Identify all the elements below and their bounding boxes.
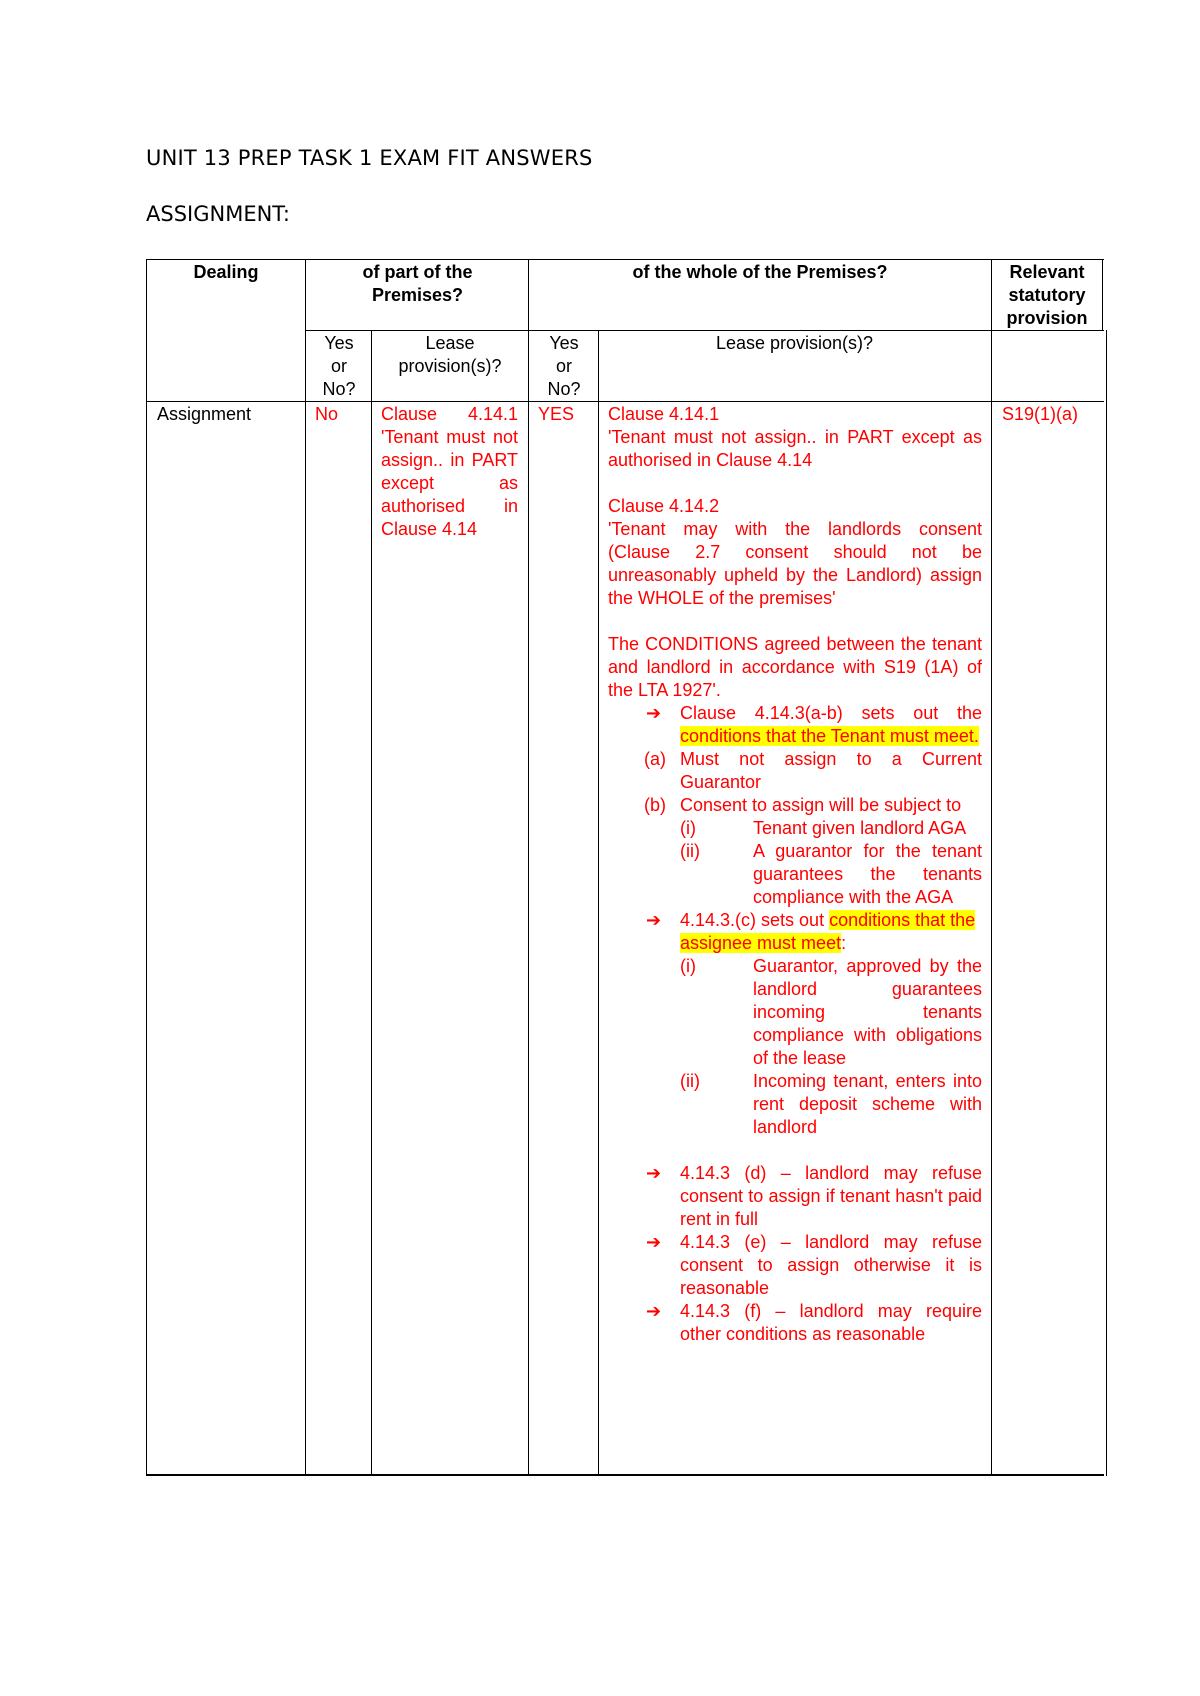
cell-whole-yes-no: YES bbox=[538, 404, 575, 424]
clause-4-14-2-title: Clause 4.14.2 bbox=[608, 496, 720, 516]
subheader-yes-no-whole: Yes or No? bbox=[547, 333, 581, 399]
header-part-of-premises: of part of the Premises? bbox=[362, 262, 473, 305]
table-rule bbox=[1102, 259, 1103, 330]
table-rule bbox=[305, 259, 306, 1476]
arrow-icon: ➔ bbox=[646, 1301, 662, 1321]
subheader-yes-no-part: Yes or No? bbox=[322, 333, 356, 399]
cell-part-yes-no: No bbox=[315, 404, 339, 424]
table-rule bbox=[991, 259, 992, 1476]
arrow-icon: ➔ bbox=[646, 1232, 662, 1252]
bullet-assignee-conditions: ➔ 4.14.3.(c) sets out conditions that the assignee must meet: bbox=[646, 910, 976, 953]
conditions-paragraph: The CONDITIONS agreed between the tenant and landlord in accordance with S19 (1A) of the LTA 1927'. bbox=[608, 634, 982, 700]
subheader-lease-part: Lease provision(s)? bbox=[398, 333, 502, 376]
list-item-c-i: (i) Guarantor, approved by the landlord guarantees incoming tenants compliance with obligations of the lease bbox=[680, 956, 982, 1068]
section-heading: ASSIGNMENT: bbox=[146, 202, 290, 226]
subheader-lease-whole: Lease provision(s)? bbox=[715, 333, 874, 353]
bullet-condition-d: ➔ 4.14.3 (d) – landlord may refuse consent to assign if tenant hasn't paid rent in full bbox=[646, 1163, 982, 1229]
table-border-bottom bbox=[146, 1474, 1104, 1476]
table-rule bbox=[305, 330, 1104, 331]
arrow-icon: ➔ bbox=[646, 1163, 662, 1183]
cell-dealing-assignment: Assignment bbox=[157, 404, 252, 424]
table-rule bbox=[528, 259, 529, 1476]
cell-whole-lease bbox=[608, 403, 982, 1346]
cell-statutory: S19(1)(a) bbox=[1002, 404, 1079, 424]
clause-4-14-1-title: Clause 4.14.1 bbox=[608, 404, 720, 424]
header-statutory-provision: Relevant statutory provision bbox=[1006, 262, 1088, 328]
clause-4-14-2-text: 'Tenant may with the landlords consent (Clause 2.7 consent should not be unreasonably upheld by the Landlord) assign the WHOLE of the premises' bbox=[608, 519, 982, 608]
list-item-b-ii: (ii) A guarantor for the tenant guarantees the tenants compliance with the AGA bbox=[680, 841, 982, 907]
table-rule bbox=[146, 401, 1104, 402]
arrow-icon: ➔ bbox=[646, 703, 662, 723]
table-rule bbox=[371, 330, 372, 1476]
bullet-condition-f: ➔ 4.14.3 (f) – landlord may require other conditions as reasonable bbox=[646, 1301, 982, 1344]
bullet-condition-e: ➔ 4.14.3 (e) – landlord may refuse consent to assign otherwise it is reasonable bbox=[646, 1232, 982, 1298]
table-border-left bbox=[146, 259, 147, 1476]
arrow-icon: ➔ bbox=[646, 910, 662, 930]
list-item-c-ii: (ii) Incoming tenant, enters into rent deposit scheme with landlord bbox=[680, 1071, 982, 1137]
table-border-right bbox=[1106, 330, 1107, 1476]
list-item-b-i: (i) Tenant given landlord AGA bbox=[680, 818, 967, 838]
header-whole-of-premises: of the whole of the Premises? bbox=[632, 262, 888, 282]
clause-4-14-1-text: 'Tenant must not assign.. in PART except as authorised in Clause 4.14 bbox=[608, 427, 982, 470]
highlight-tenant-conditions: conditions that the Tenant must meet. bbox=[680, 726, 979, 746]
table-border-top bbox=[146, 259, 1104, 260]
list-item-a: (a) Must not assign to a Current Guarantor bbox=[644, 749, 982, 792]
header-dealing: Dealing bbox=[193, 262, 259, 282]
bullet-tenant-conditions: ➔ Clause 4.14.3(a-b) sets out the conditions that the Tenant must meet. bbox=[646, 703, 982, 746]
highlight-assignee-conditions: conditions that the assignee must meet bbox=[680, 910, 976, 953]
cell-part-lease: Clause 4.14.1 'Tenant must not assign.. in PART except as authorised in Clause 4.14 bbox=[381, 404, 518, 539]
list-item-b: (b) Consent to assign will be subject to bbox=[644, 795, 962, 815]
document-title: UNIT 13 PREP TASK 1 EXAM FIT ANSWERS bbox=[146, 146, 593, 170]
table-rule bbox=[598, 330, 599, 1476]
